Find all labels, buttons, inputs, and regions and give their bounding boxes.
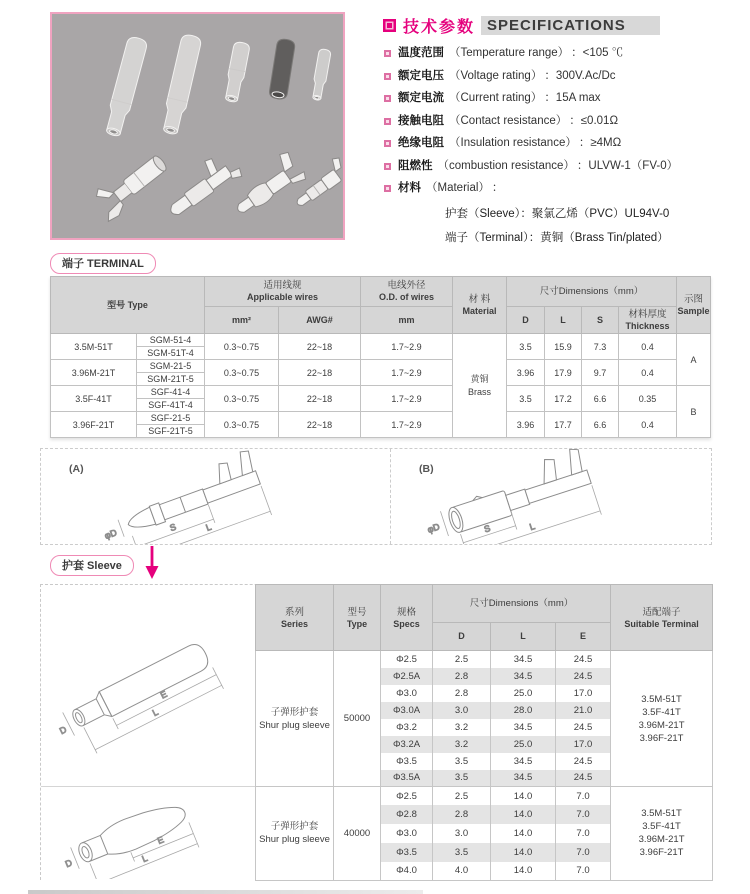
cell-d: 3.2 [433, 736, 491, 753]
cell-thickness: 0.4 [619, 360, 677, 386]
material-sublines [383, 205, 728, 245]
sleeve-section-box [40, 584, 712, 880]
cell-suitable-terminal: 3.5M-51T 3.5F-41T 3.96M-21T 3.96F-21T [611, 787, 713, 881]
table-row [51, 386, 711, 399]
cell-l: 14.0 [491, 843, 556, 862]
cell-subtype: SGM-21-5 [137, 360, 205, 373]
cell-l: 14.0 [491, 805, 556, 824]
cell-d: 3.5 [433, 843, 491, 862]
spec-value: ： [491, 182, 504, 194]
square-bullet-icon [384, 73, 391, 80]
cell-subtype: SGM-21T-5 [137, 373, 205, 386]
svg-text:S: S [482, 522, 492, 535]
cell-e: 7.0 [556, 787, 611, 806]
col-header-l: L [545, 307, 582, 334]
spec-item-insulation-resistance [383, 137, 728, 150]
spec-label-cn: 接触电阻 [398, 114, 444, 127]
cell-e: 7.0 [556, 824, 611, 843]
cell-l: 14.0 [491, 824, 556, 843]
table-row [51, 334, 711, 347]
spec-label-en: （combustion resistance） [437, 159, 575, 172]
col-header-mm2: mm² [205, 307, 279, 334]
spec-label-en: （Voltage rating） [449, 69, 543, 82]
col-header-type: 型号 Type [334, 585, 381, 651]
cell-subtype: SGF-41T-4 [137, 399, 205, 412]
cell-spec: Φ2.8 [381, 805, 433, 824]
spec-value: ：15A max [544, 92, 601, 104]
cell-spec: Φ2.5 [381, 651, 433, 668]
cell-suitable-terminal: 3.5M-51T 3.5F-41T 3.96M-21T 3.96F-21T [611, 651, 713, 787]
col-header-thickness: 材料厚度 Thickness [619, 307, 677, 334]
spec-label-cn: 阻燃性 [398, 159, 433, 172]
specs-title-en: SPECIFICATIONS [481, 16, 660, 35]
svg-text:L: L [140, 852, 149, 865]
spec-label-cn: 材料 [398, 182, 421, 194]
material-line-terminal: 端子（Terminal）：黄铜（Brass Tin/plated） [445, 231, 669, 244]
cell-e: 24.5 [556, 668, 611, 685]
drawing-b-label: (B) [419, 463, 434, 475]
cell-spec: Φ3.2A [381, 736, 433, 753]
cell-d: 3.0 [433, 702, 491, 719]
col-header-awg: AWG# [279, 307, 361, 334]
svg-text:L: L [150, 706, 160, 719]
col-header-od: 电线外径 O.D. of wires [361, 277, 453, 307]
cell-subtype: SGM-51-4 [137, 334, 205, 347]
cell-d: 3.5 [433, 753, 491, 770]
cell-spec: Φ3.5 [381, 843, 433, 862]
cell-d: 3.5 [433, 770, 491, 787]
cell-e: 7.0 [556, 843, 611, 862]
spec-label-cn: 绝缘电阻 [398, 137, 444, 149]
spec-label-en: （Material） [426, 182, 490, 194]
cell-l: 15.9 [545, 334, 582, 360]
specs-title [383, 14, 728, 37]
specs-title-cn: 技术参数 [403, 19, 476, 36]
cell-subtype: SGF-21T-5 [137, 425, 205, 438]
col-header-suitable-terminal: 适配端子 Suitable Terminal [611, 585, 713, 651]
drawing-a [41, 449, 391, 544]
cell-series: 子弹形护套 Shur plug sleeve [256, 787, 334, 881]
cell-spec: Φ3.0 [381, 685, 433, 702]
cell-e: 21.0 [556, 702, 611, 719]
cell-type: 3.96F-21T [51, 412, 137, 438]
spec-value: ：≥4MΩ [578, 137, 622, 149]
col-header-specs: 规格 Specs [381, 585, 433, 651]
cell-d: 3.96 [507, 360, 545, 386]
spec-value: ：300V.Ac/Dc [544, 69, 616, 82]
material-line-sleeve: 护套（Sleeve）：聚氯乙烯（PVC）UL94V-0 [445, 207, 670, 220]
cell-spec: Φ2.5A [381, 668, 433, 685]
cell-d: 2.5 [433, 651, 491, 668]
cell-l: 17.9 [545, 360, 582, 386]
col-header-sample: 示图 Sample [677, 277, 711, 334]
cell-l: 34.5 [491, 651, 556, 668]
cell-l: 14.0 [491, 862, 556, 881]
cell-thickness: 0.4 [619, 334, 677, 360]
cell-spec: Φ4.0 [381, 862, 433, 881]
cell-e: 24.5 [556, 770, 611, 787]
cell-mm2: 0.3~0.75 [205, 412, 279, 438]
spec-item-combustion [383, 160, 728, 173]
product-photo [50, 12, 345, 240]
col-header-applicable-wires: 适用线规 Applicable wires [205, 277, 361, 307]
svg-text:φD: φD [103, 527, 119, 541]
sleeve-section-label: 护套 Sleeve [50, 555, 134, 576]
cell-od: 1.7~2.9 [361, 386, 453, 412]
cell-l: 34.5 [491, 668, 556, 685]
cell-series: 子弹形护套 Shur plug sleeve [256, 651, 334, 787]
cell-d: 3.5 [507, 386, 545, 412]
cell-type: 3.96M-21T [51, 360, 137, 386]
cell-d: 3.5 [507, 334, 545, 360]
svg-text:D: D [57, 724, 69, 737]
col-header-e: E [556, 623, 611, 651]
spec-item-voltage [383, 70, 728, 83]
cell-type: 3.5M-51T [51, 334, 137, 360]
terminal-section-label: 端子 TERMINAL [50, 253, 156, 274]
sleeve-drawing-40000 [41, 787, 255, 881]
cell-type: 40000 [334, 787, 381, 881]
cell-l: 17.2 [545, 386, 582, 412]
spec-value: ：ULVW-1（FV-0） [576, 159, 679, 172]
product-photo-image [52, 14, 343, 238]
spec-value: ：<105 ℃ [571, 47, 624, 59]
col-header-s: S [582, 307, 619, 334]
spec-value: ：≤0.01Ω [569, 114, 619, 127]
svg-text:E: E [155, 834, 166, 847]
cell-mm2: 0.3~0.75 [205, 386, 279, 412]
terminal-b-drawing [391, 449, 709, 544]
svg-text:E: E [158, 688, 169, 701]
square-bullet-icon [384, 163, 391, 170]
cell-d: 3.96 [507, 412, 545, 438]
col-header-dimensions: 尺寸Dimensions（mm） [433, 585, 611, 623]
spec-label-cn: 额定电压 [398, 69, 444, 82]
cell-s: 9.7 [582, 360, 619, 386]
cell-l: 34.5 [491, 753, 556, 770]
cell-l: 25.0 [491, 685, 556, 702]
spec-label-cn: 额定电流 [398, 92, 444, 104]
svg-text:S: S [168, 521, 178, 534]
table-row [256, 651, 713, 668]
spec-item-temperature [383, 47, 728, 60]
spec-label-en: （Current rating） [449, 92, 543, 104]
cell-type: 3.5F-41T [51, 386, 137, 412]
cell-od: 1.7~2.9 [361, 334, 453, 360]
col-header-series: 系列 Series [256, 585, 334, 651]
page-footer-strip [28, 890, 423, 894]
table-row [256, 787, 713, 806]
col-header-mm: mm [361, 307, 453, 334]
cell-e: 7.0 [556, 805, 611, 824]
drawing-b [391, 449, 711, 544]
square-bullet-icon [384, 140, 391, 147]
cell-material: 黄铜 Brass [453, 334, 507, 438]
cell-l: 28.0 [491, 702, 556, 719]
cell-subtype: SGF-21-5 [137, 412, 205, 425]
spec-item-material [383, 182, 728, 195]
spec-label-cn: 温度范围 [398, 47, 444, 59]
cell-mm2: 0.3~0.75 [205, 360, 279, 386]
square-bullet-icon [384, 118, 391, 125]
cell-e: 24.5 [556, 651, 611, 668]
cell-spec: Φ3.5A [381, 770, 433, 787]
cell-spec: Φ3.5 [381, 753, 433, 770]
col-header-material: 材 料 Material [453, 277, 507, 334]
col-header-l: L [491, 623, 556, 651]
cell-s: 7.3 [582, 334, 619, 360]
cell-e: 24.5 [556, 753, 611, 770]
cell-d: 2.8 [433, 685, 491, 702]
cell-e: 17.0 [556, 736, 611, 753]
spec-label-en: （Contact resistance） [449, 114, 568, 127]
cell-s: 6.6 [582, 412, 619, 438]
cell-l: 17.7 [545, 412, 582, 438]
down-arrow-icon [144, 546, 160, 585]
cell-s: 6.6 [582, 386, 619, 412]
cell-spec: Φ3.0 [381, 824, 433, 843]
cell-l: 25.0 [491, 736, 556, 753]
cell-d: 4.0 [433, 862, 491, 881]
spec-label-en: （Insulation resistance） [449, 137, 577, 149]
svg-text:L: L [528, 521, 537, 533]
col-header-d: D [433, 623, 491, 651]
cell-awg: 22~18 [279, 412, 361, 438]
col-header-dimensions: 尺寸Dimensions（mm） [507, 277, 677, 307]
cell-d: 2.8 [433, 668, 491, 685]
cell-awg: 22~18 [279, 334, 361, 360]
cell-l: 34.5 [491, 770, 556, 787]
cell-od: 1.7~2.9 [361, 412, 453, 438]
col-header-d: D [507, 307, 545, 334]
cell-d: 2.5 [433, 787, 491, 806]
terminal-a-drawing [41, 449, 389, 544]
cell-od: 1.7~2.9 [361, 360, 453, 386]
cell-sample: A [677, 334, 711, 386]
cell-e: 17.0 [556, 685, 611, 702]
cell-spec: Φ3.0A [381, 702, 433, 719]
cell-type: 50000 [334, 651, 381, 787]
table-row [51, 360, 711, 373]
col-header-type: 型号 Type [51, 277, 205, 334]
cell-d: 3.2 [433, 719, 491, 736]
square-bullet-icon [384, 50, 391, 57]
cell-d: 2.8 [433, 805, 491, 824]
sleeve-drawing-50000 [41, 585, 255, 787]
specifications-panel [383, 14, 728, 253]
spec-item-current [383, 92, 728, 105]
terminal-table [50, 276, 711, 438]
cell-thickness: 0.4 [619, 412, 677, 438]
cell-awg: 22~18 [279, 386, 361, 412]
cell-l: 14.0 [491, 787, 556, 806]
drawing-a-label: (A) [69, 463, 84, 475]
spec-label-en: （Temperature range） [449, 47, 570, 59]
spec-item-contact-resistance [383, 115, 728, 128]
cell-subtype: SGF-41-4 [137, 386, 205, 399]
svg-text:D: D [63, 857, 74, 870]
svg-text:φD: φD [426, 521, 441, 535]
square-bullet-icon [384, 95, 391, 102]
svg-text:L: L [204, 521, 213, 533]
sleeve-table [255, 584, 713, 881]
cell-e: 7.0 [556, 862, 611, 881]
cell-sample: B [677, 386, 711, 438]
terminal-drawings-box [40, 448, 712, 545]
cell-mm2: 0.3~0.75 [205, 334, 279, 360]
title-square-icon [383, 19, 396, 32]
cell-subtype: SGM-51T-4 [137, 347, 205, 360]
square-bullet-icon [384, 185, 391, 192]
table-row [51, 412, 711, 425]
cell-thickness: 0.35 [619, 386, 677, 412]
cell-awg: 22~18 [279, 360, 361, 386]
cell-e: 24.5 [556, 719, 611, 736]
cell-d: 3.0 [433, 824, 491, 843]
cell-l: 34.5 [491, 719, 556, 736]
cell-spec: Φ2.5 [381, 787, 433, 806]
cell-spec: Φ3.2 [381, 719, 433, 736]
